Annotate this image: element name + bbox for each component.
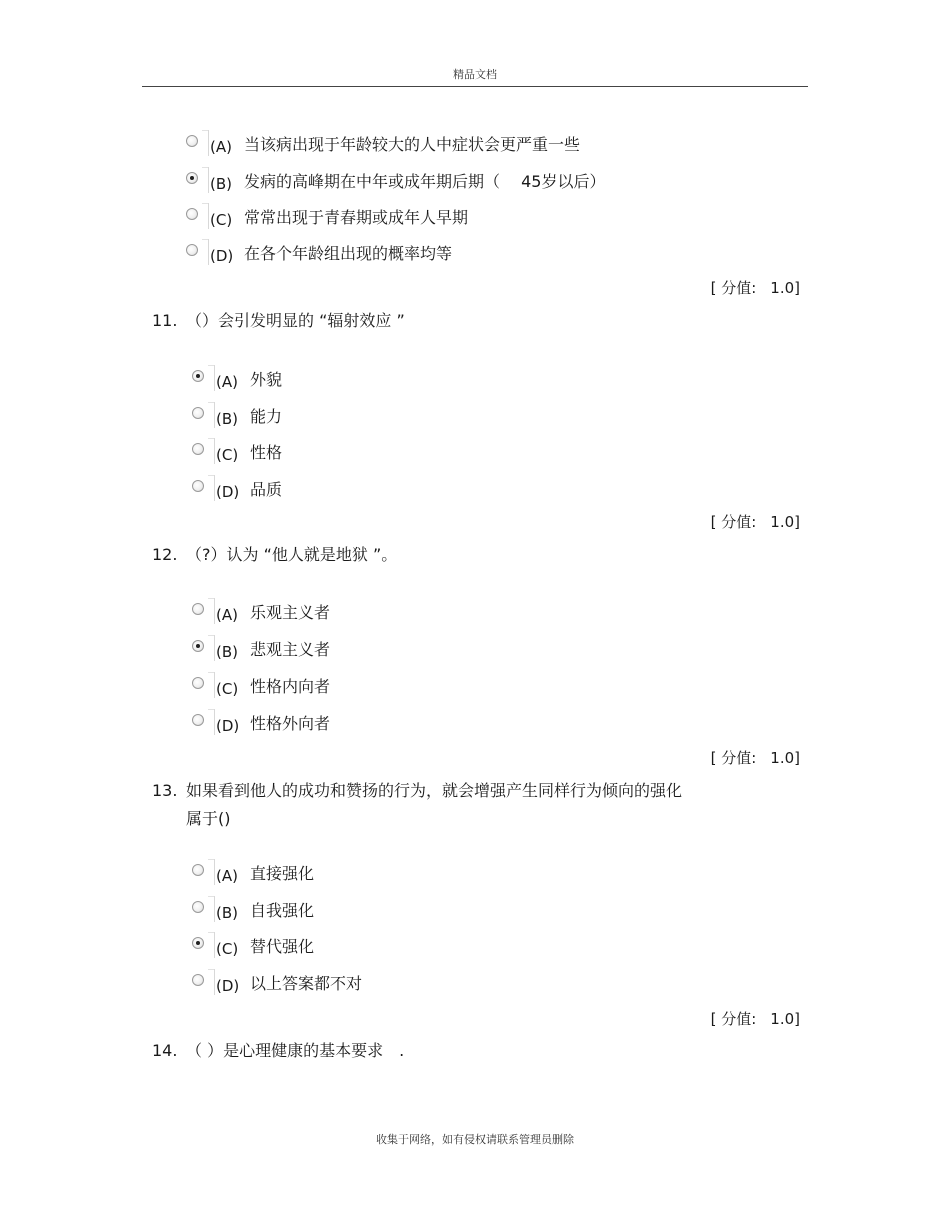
radio-icon[interactable] bbox=[186, 244, 198, 256]
radio-selected-icon[interactable] bbox=[186, 172, 198, 184]
option-letter: (A) bbox=[216, 373, 238, 391]
radio-selected-icon[interactable] bbox=[192, 640, 204, 652]
radio-icon[interactable] bbox=[192, 443, 204, 455]
option-letter: (B) bbox=[210, 175, 232, 193]
question-number: 11. bbox=[152, 311, 178, 330]
option-letter: (C) bbox=[216, 680, 239, 698]
score-label: [ 分值: bbox=[710, 513, 757, 531]
option-letter: (D) bbox=[216, 483, 240, 501]
radio-icon[interactable] bbox=[192, 714, 204, 726]
score-value: 1.0] bbox=[770, 513, 800, 531]
option-text: 直接强化 bbox=[250, 864, 315, 883]
option-text: 外貌 bbox=[250, 370, 283, 389]
radio-icon[interactable] bbox=[192, 901, 204, 913]
radio-icon[interactable] bbox=[186, 135, 198, 147]
score-value: 1.0] bbox=[770, 1010, 800, 1028]
option-letter: (C) bbox=[216, 940, 239, 958]
q13-stem bbox=[152, 777, 682, 833]
option-text: 发病的高峰期在中年或成年期后期（ 45岁以后） bbox=[244, 172, 606, 191]
page-header: 精品文档 bbox=[453, 68, 497, 81]
question-text: （）会引发明显的 “辐射效应 ” bbox=[186, 311, 405, 330]
radio-icon[interactable] bbox=[192, 677, 204, 689]
option-text: 悲观主义者 bbox=[250, 640, 331, 659]
score-label: [ 分值: bbox=[710, 1010, 757, 1028]
option-text: 替代强化 bbox=[250, 937, 315, 956]
radio-icon[interactable] bbox=[192, 603, 204, 615]
option-text: 自我强化 bbox=[250, 901, 315, 920]
radio-icon[interactable] bbox=[186, 208, 198, 220]
option-letter: (A) bbox=[210, 138, 232, 156]
q14-stem bbox=[152, 1037, 404, 1065]
option-text: 性格外向者 bbox=[250, 714, 331, 733]
question-number: 14. bbox=[152, 1041, 178, 1060]
question-text-continued: 属于() bbox=[186, 809, 231, 828]
question-number: 13. bbox=[152, 781, 178, 800]
q11-score bbox=[711, 511, 800, 532]
page-footer: 收集于网络，如有侵权请联系管理员删除 bbox=[376, 1133, 574, 1146]
radio-selected-icon[interactable] bbox=[192, 370, 204, 382]
option-letter: (C) bbox=[210, 211, 233, 229]
option-letter: (A) bbox=[216, 606, 238, 624]
q12-stem bbox=[152, 541, 397, 569]
question-text: （?）认为 “他人就是地狱 ”。 bbox=[186, 545, 398, 564]
question-number: 12. bbox=[152, 545, 178, 564]
radio-icon[interactable] bbox=[192, 480, 204, 492]
radio-icon[interactable] bbox=[192, 407, 204, 419]
option-letter: (D) bbox=[216, 717, 240, 735]
score-label: [ 分值: bbox=[710, 749, 757, 767]
q13-score bbox=[711, 1008, 800, 1029]
q12-score bbox=[711, 747, 800, 768]
option-letter: (A) bbox=[216, 867, 238, 885]
option-text: 品质 bbox=[250, 480, 283, 499]
score-label: [ 分值: bbox=[710, 279, 757, 297]
question-text: （ ）是心理健康的基本要求 . bbox=[186, 1041, 405, 1060]
option-letter: (B) bbox=[216, 643, 238, 661]
header-divider bbox=[142, 86, 808, 87]
option-text: 以上答案都不对 bbox=[250, 974, 363, 993]
option-text: 当该病出现于年龄较大的人中症状会更严重一些 bbox=[244, 135, 581, 154]
score-value: 1.0] bbox=[770, 749, 800, 767]
option-letter: (D) bbox=[216, 977, 240, 995]
option-text: 性格 bbox=[250, 443, 283, 462]
question-text: 如果看到他人的成功和赞扬的行为，就会增强产生同样行为倾向的强化 bbox=[186, 781, 683, 800]
radio-icon[interactable] bbox=[192, 974, 204, 986]
option-text: 性格内向者 bbox=[250, 677, 331, 696]
radio-selected-icon[interactable] bbox=[192, 937, 204, 949]
option-letter: (B) bbox=[216, 904, 238, 922]
score-value: 1.0] bbox=[770, 279, 800, 297]
radio-icon[interactable] bbox=[192, 864, 204, 876]
option-text: 能力 bbox=[250, 407, 283, 426]
option-letter: (B) bbox=[216, 410, 238, 428]
option-text: 乐观主义者 bbox=[250, 603, 331, 622]
option-letter: (D) bbox=[210, 247, 234, 265]
option-letter: (C) bbox=[216, 446, 239, 464]
q11-stem bbox=[152, 307, 405, 335]
q10-score bbox=[711, 277, 800, 298]
option-text: 在各个年龄组出现的概率均等 bbox=[244, 244, 453, 263]
option-text: 常常出现于青春期或成年人早期 bbox=[244, 208, 469, 227]
